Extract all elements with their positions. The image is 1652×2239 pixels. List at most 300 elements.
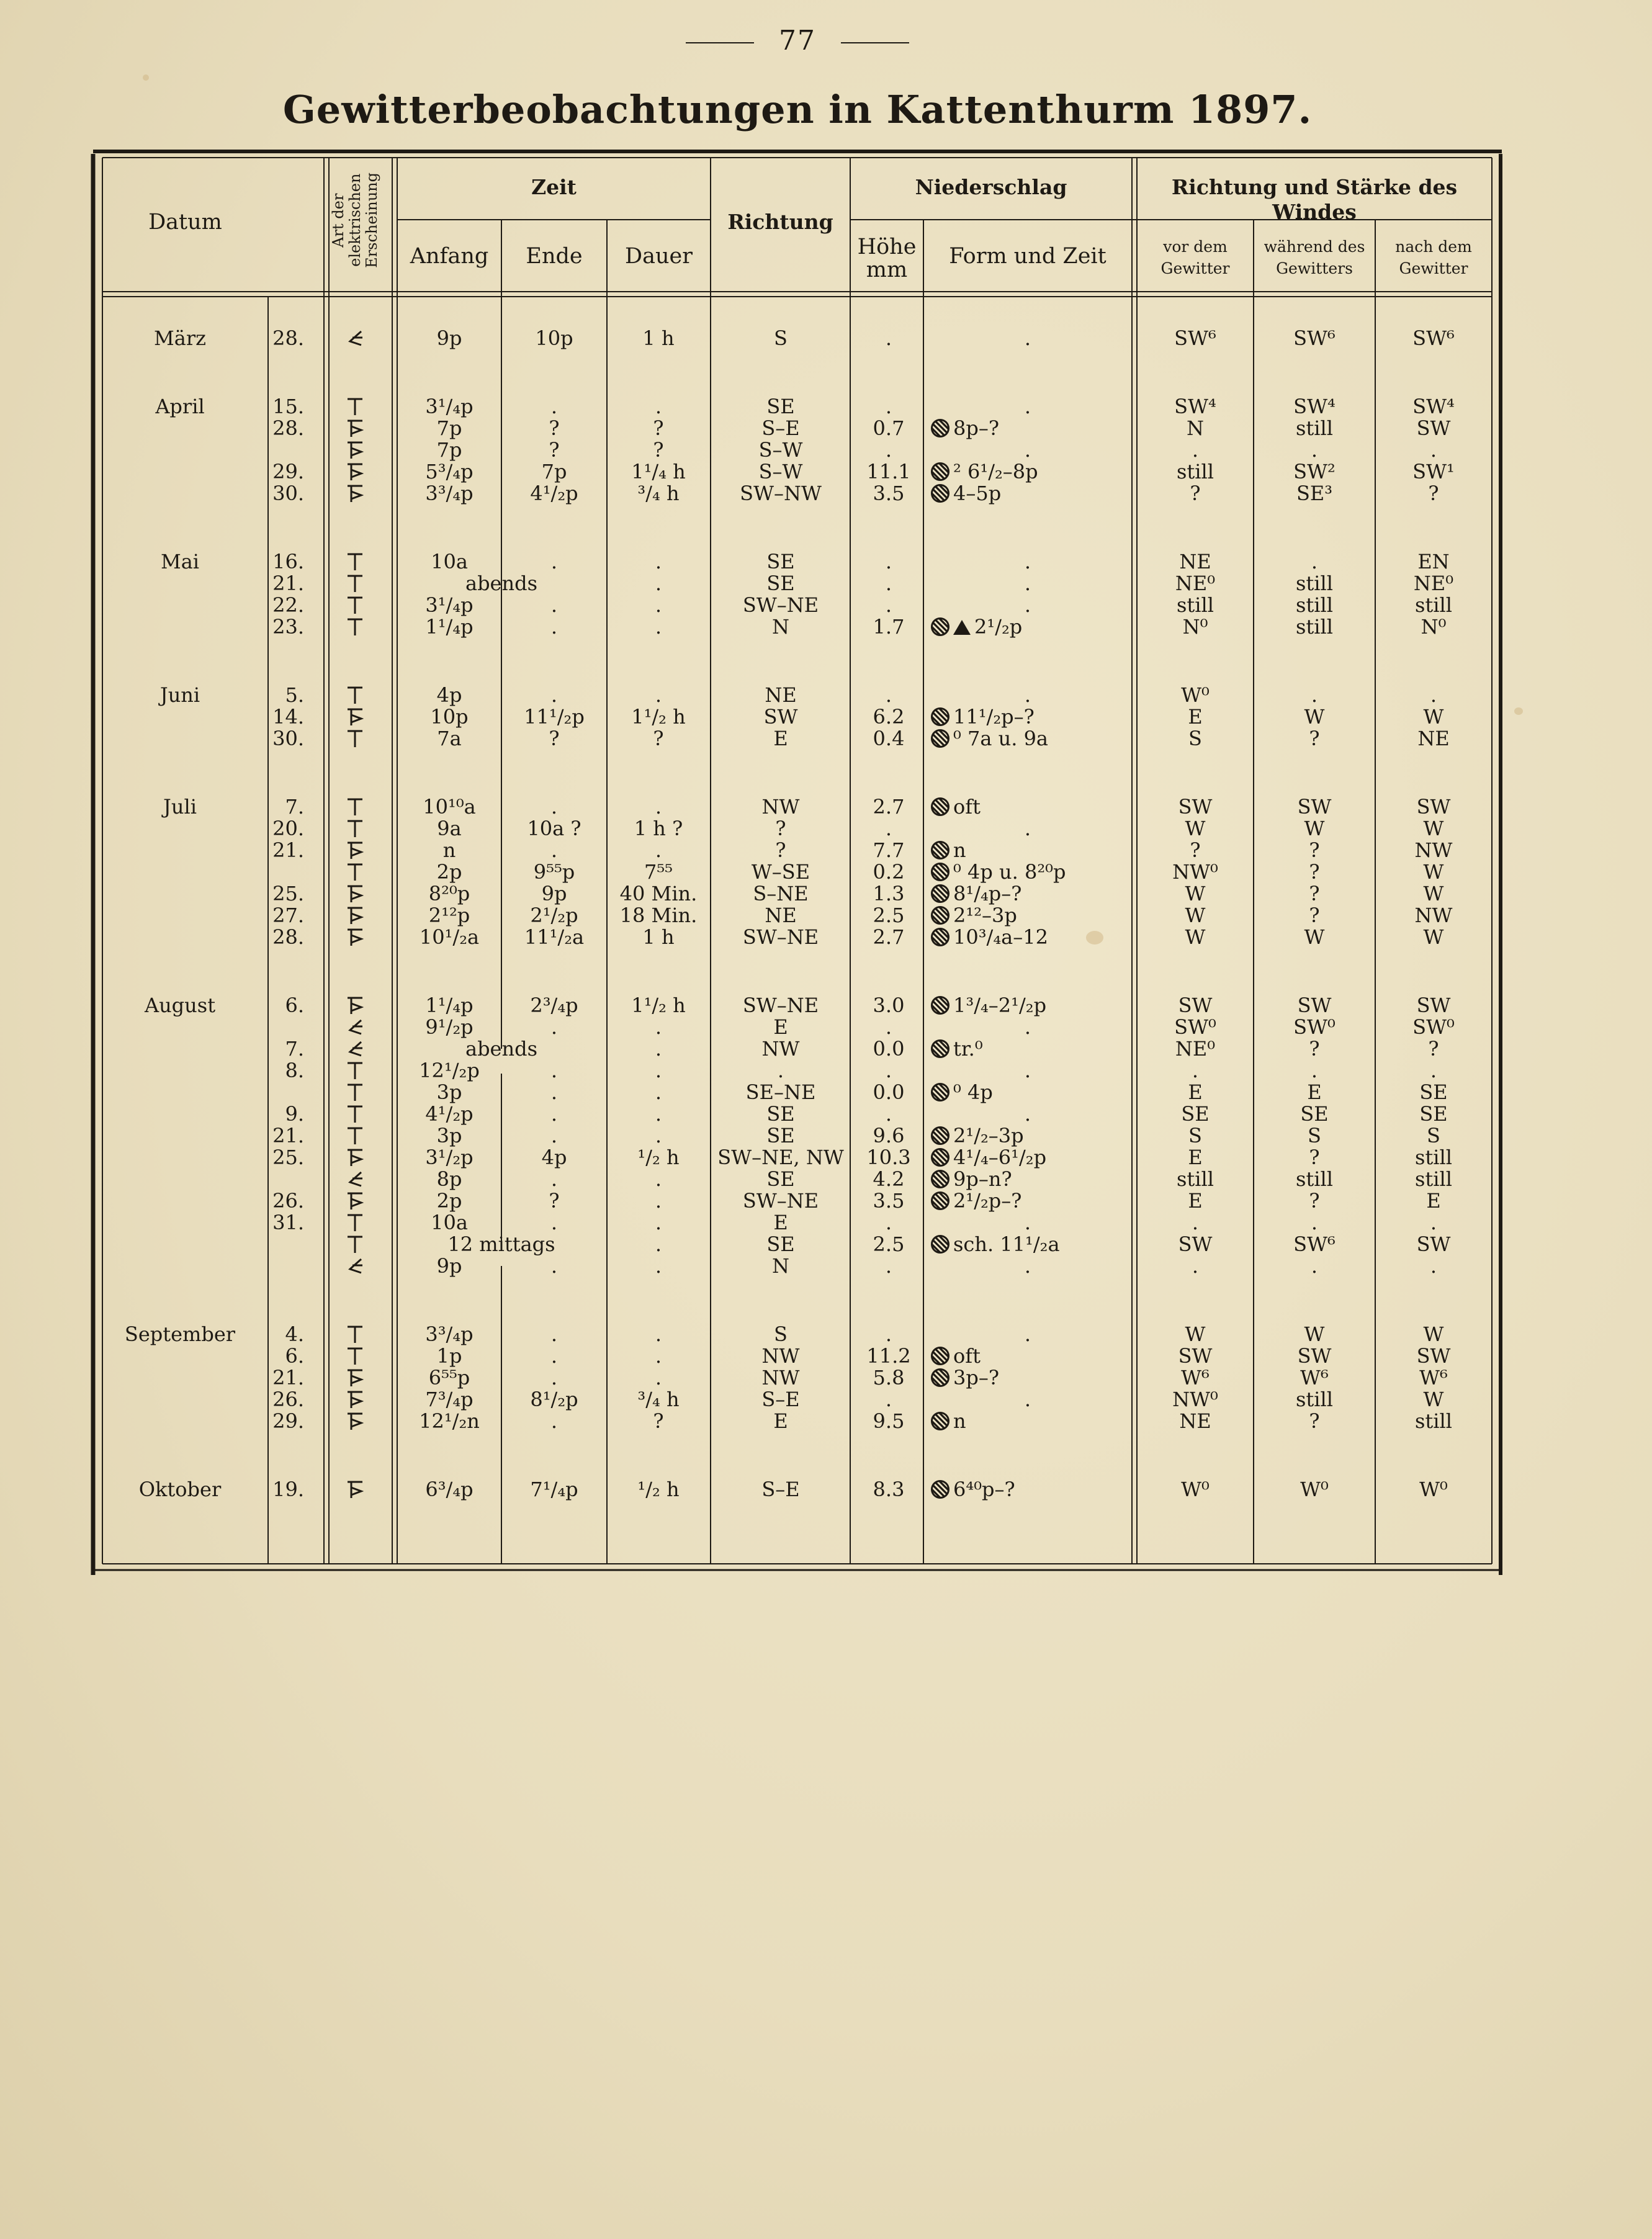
rain-icon [931,863,949,881]
page-number-text: 77 [779,25,816,56]
wind-vor-cell: SW [1178,1344,1213,1368]
form-zeit-cell [931,461,1038,482]
wind-vor-cell: NE⁰ [1175,572,1216,595]
form-zeit-text: oft [953,795,981,819]
form-zeit-text: ⁰ 7a u. 9a [953,727,1048,750]
richtung-cell: S–E [761,1388,800,1411]
wind-nach-cell: SW [1416,994,1451,1017]
hoehe-cell: 8.3 [873,1478,905,1501]
ende-cell: . [550,683,558,707]
anfang-cell: 1p [436,1344,462,1368]
dauer-cell: ¹/₂ h [637,1478,680,1501]
wind-waehrend-cell: SW [1297,994,1332,1017]
dauer-cell: . [655,1080,662,1104]
dauer-cell: 1¹/₄ h [631,460,686,483]
form-zeit-text: 11¹/₂p–? [953,705,1035,729]
wind-waehrend-cell: . [1311,438,1318,462]
table-row [0,461,1652,482]
wind-waehrend-cell: still [1296,416,1333,440]
richtung-cell: S–E [761,1478,800,1501]
form-zeit-cell [931,1038,983,1059]
rain-icon [931,1170,949,1188]
dauer-cell: ? [653,1409,664,1433]
day-cell: 21. [272,572,304,595]
anfang-cell: n [442,838,456,862]
wind-waehrend-cell: SW⁶ [1293,1232,1336,1256]
day-cell: 14. [272,705,304,729]
wind-waehrend-cell: still [1296,593,1333,617]
phenomenon-symbol [346,1347,364,1365]
dauer-cell: ? [653,416,664,440]
day-cell: 7. [285,795,304,819]
form-zeit-text: 2¹²–3p [953,904,1017,927]
richtung-cell: N [772,615,789,639]
wind-nach-cell: still [1415,1146,1452,1169]
richtung-cell: S–W [758,460,803,483]
hoehe-cell: . [885,572,892,595]
wind-nach-cell: SW [1416,416,1451,440]
richtung-cell: S–W [758,438,803,462]
thunderstorm-symbol-icon [346,1390,364,1409]
day-cell: 29. [272,1409,304,1433]
wind-nach-cell: . [1430,438,1437,462]
richtung-cell: S [774,326,788,350]
form-zeit-text: 6⁴⁰p–? [953,1478,1015,1501]
dauer-cell: ³/₄ h [637,482,680,505]
table-row [0,1060,1652,1081]
wind-vor-cell: NE⁰ [1175,1037,1216,1061]
wind-waehrend-cell: ? [1309,860,1320,884]
anfang-cell: 6⁵⁵p [428,1366,470,1389]
wind-nach-cell: W [1423,1388,1444,1411]
richtung-cell: SE [766,1167,795,1191]
hoehe-cell: . [885,683,892,707]
form-zeit-cell: . [1024,1211,1031,1234]
wind-nach-cell: NW [1414,904,1453,927]
wind-nach-cell: SW [1416,1232,1451,1256]
form-zeit-cell [931,1125,1024,1146]
table-row [0,1479,1652,1500]
wind-waehrend-cell: still [1296,572,1333,595]
richtung-cell: SE [766,1124,795,1147]
thunder-symbol-icon [346,686,364,704]
anfang-cell: 7³/₄p [425,1388,474,1411]
wind-nach-cell: NW [1414,838,1453,862]
thunderstorm-symbol-icon [346,484,364,503]
form-zeit-text: 1³/₄–2¹/₂p [953,994,1047,1017]
richtung-cell: S–E [761,416,800,440]
hoehe-cell: . [885,1015,892,1039]
phenomenon-symbol [346,819,364,838]
dauer-cell: . [655,1232,662,1256]
hoehe-cell: . [885,1254,892,1278]
thunder-symbol-icon [346,1347,364,1365]
form-zeit-cell [931,861,1066,882]
table-row [0,840,1652,861]
phenomenon-symbol [346,574,364,593]
wind-nach-cell: ? [1428,482,1439,505]
page-title: Gewitterbeobachtungen in Kattenthurm 1897. [282,87,1313,132]
ende-cell: 8¹/₂p [530,1388,578,1411]
phenomenon-symbol [346,1018,364,1036]
form-zeit-text: tr.⁰ [953,1037,983,1061]
phenomenon-symbol [346,462,364,481]
ende-cell: 10a ? [527,817,581,840]
ende-cell: 2³/₄p [530,994,578,1017]
wind-nach-cell: W⁰ [1419,1478,1448,1501]
hoehe-cell: 5.8 [873,1366,905,1389]
wind-vor-cell: E [1188,1080,1203,1104]
day-cell: 30. [272,727,304,750]
day-cell: 28. [272,925,304,949]
dauer-cell: ? [653,727,664,750]
phenomenon-symbol [346,1061,364,1080]
anfang-cell: 1¹/₄p [425,994,474,1017]
wind-vor-cell: SW⁶ [1174,326,1216,350]
form-zeit-cell: . [1024,1102,1031,1126]
ende-cell: . [550,1124,558,1147]
form-zeit-cell [931,1169,1012,1190]
phenomenon-symbol [346,686,364,704]
hoehe-cell: 0.2 [873,860,905,884]
hoehe-cell: 6.2 [873,705,905,729]
wind-nach-cell: W [1423,882,1444,905]
day-cell: 29. [272,460,304,483]
day-cell: 15. [272,395,304,418]
dauer-cell: 1 h [642,326,675,350]
phenomenon-symbol [346,1368,364,1387]
phenomenon-symbol [346,596,364,614]
phenomenon-symbol [346,1390,364,1409]
table-row [0,1324,1652,1345]
wind-vor-cell: . [1192,1059,1199,1082]
wind-nach-cell: SW⁶ [1412,326,1455,350]
phenomenon-symbol [346,1148,364,1167]
wind-waehrend-cell: SW⁶ [1293,326,1336,350]
table-row [0,328,1652,349]
phenomenon-symbol [346,797,364,816]
wind-nach-cell: SW⁴ [1412,395,1455,418]
rain-icon [931,707,949,726]
table-row [0,616,1652,637]
richtung-cell: E [773,1211,788,1234]
table-row [0,1234,1652,1255]
wind-waehrend-cell: ? [1309,838,1320,862]
thunder-symbol-icon [346,1126,364,1145]
phenomenon-symbol [346,863,364,881]
header-richtung: Richtung [727,210,833,234]
form-zeit-cell [931,796,981,817]
thunder-symbol-icon [346,819,364,838]
ende-cell: . [550,1015,558,1039]
day-cell: 28. [272,326,304,350]
phenomenon-symbol [346,707,364,726]
wind-vor-cell: NE [1179,1409,1211,1433]
ende-cell: 10p [535,326,573,350]
dauer-cell: . [655,683,662,707]
phenomenon-symbol [346,1039,364,1058]
rain-icon [931,928,949,946]
wind-nach-cell: still [1415,1167,1452,1191]
rain-icon [931,617,949,636]
form-zeit-cell: . [1024,1254,1031,1278]
form-zeit-cell [931,706,1035,727]
ende-cell: ? [549,438,560,462]
wind-waehrend-cell: SW [1297,1344,1332,1368]
ende-cell: . [550,593,558,617]
day-cell: 6. [285,994,304,1017]
hoehe-cell: . [885,817,892,840]
thunderstorm-symbol-icon [346,884,364,903]
anfang-cell: 10¹/₂a [419,925,480,949]
richtung-cell: NW [761,1344,800,1368]
hoehe-cell: 11.1 [866,460,911,483]
thunder-symbol-icon [346,863,364,881]
table-row [0,1389,1652,1410]
hoehe-cell: 3.5 [873,482,905,505]
header-art-text: Art der elektrischen Erscheinung [329,173,380,268]
hoehe-cell: 2.5 [873,904,905,927]
hoehe-cell: 0.7 [873,416,905,440]
wind-waehrend-cell: ? [1309,1146,1320,1169]
header-waehrend-2: Gewitters [1276,259,1353,277]
day-cell: 9. [285,1102,304,1126]
phenomenon-symbol [346,1325,364,1344]
wind-nach-cell: EN [1417,550,1450,573]
thunderstorm-symbol-icon [346,906,364,925]
form-zeit-cell: . [1024,1388,1031,1411]
wind-vor-cell: SW⁰ [1174,1015,1216,1039]
table-row [0,927,1652,948]
wind-nach-cell: W [1423,860,1444,884]
table-row [0,796,1652,817]
header-nach-2: Gewitter [1399,259,1468,277]
form-zeit-cell: . [1024,817,1031,840]
wind-waehrend-cell: still [1296,1167,1333,1191]
wind-nach-cell: SE [1419,1080,1448,1104]
dauer-cell: . [655,1254,662,1278]
ende-cell: . [550,1080,558,1104]
month-cell: Oktober [138,1478,222,1501]
day-cell: 7. [285,1037,304,1061]
ende-cell: . [550,795,558,819]
hoehe-cell: 0.0 [873,1080,905,1104]
thunderstorm-symbol-icon [346,1368,364,1387]
richtung-cell: N [772,1254,789,1278]
wind-waehrend-cell: . [1311,550,1318,573]
phenomenon-symbol [346,552,364,571]
phenomenon-symbol [346,1105,364,1123]
wind-vor-cell: NW⁰ [1172,860,1218,884]
table-row [0,1190,1652,1211]
dauer-cell: 40 Min. [619,882,698,905]
anfang-cell: 4p [436,683,462,707]
table-row [0,905,1652,926]
thunder-symbol-icon [346,1213,364,1232]
dauer-cell: . [655,1124,662,1147]
thunderstorm-symbol-icon [346,1148,364,1167]
wind-vor-cell: N [1187,416,1204,440]
wind-waehrend-cell: SW [1297,795,1332,819]
wind-vor-cell: W⁰ [1181,1478,1210,1501]
sheet-lightning-symbol-icon [346,1018,364,1036]
wind-nach-cell: W [1423,817,1444,840]
wind-waehrend-cell: SW² [1293,460,1336,483]
hoehe-cell: 3.0 [873,994,905,1017]
thunderstorm-symbol-icon [346,441,364,459]
thunder-symbol-icon [346,729,364,748]
wind-nach-cell: W [1423,1322,1444,1346]
anfang-cell: 10p [430,705,469,729]
header-form: Form und Zeit [949,244,1107,269]
header-waehrend-1: während des [1264,238,1365,256]
table-row [0,1082,1652,1103]
month-cell: Juni [159,683,200,707]
wind-waehrend-cell: W⁰ [1300,1478,1329,1501]
form-zeit-cell [931,840,966,861]
wind-vor-cell: SW [1178,795,1213,819]
wind-waehrend-cell: ? [1309,1409,1320,1433]
phenomenon-symbol [346,617,364,636]
wind-waehrend-cell: S [1308,1124,1321,1147]
anfang-cell: 3¹/₄p [425,593,474,617]
hoehe-cell: 3.5 [873,1189,905,1213]
phenomenon-symbol [346,1126,364,1145]
ende-cell: . [550,1102,558,1126]
wind-nach-cell: . [1430,1211,1437,1234]
form-zeit-cell: . [1024,550,1031,573]
wind-vor-cell: still [1177,460,1214,483]
hoehe-cell: 0.0 [873,1037,905,1061]
thunder-symbol-icon [346,397,364,416]
wind-nach-cell: E [1426,1189,1441,1213]
hoehe-cell: 2.7 [873,925,905,949]
rain-icon [931,1347,949,1365]
rain-icon [931,996,949,1015]
richtung-cell: NW [761,1366,800,1389]
form-zeit-cell: . [1024,1015,1031,1039]
hoehe-cell: . [885,395,892,418]
thunder-symbol-icon [346,1325,364,1344]
wind-nach-cell: S [1427,1124,1440,1147]
wind-vor-cell: SW [1178,994,1213,1017]
dauer-cell: 7⁵⁵ [644,860,673,884]
form-zeit-cell [931,905,1017,926]
thunder-symbol-icon [346,574,364,593]
ende-cell: 11¹/₂p [524,705,585,729]
hoehe-cell: 7.7 [873,838,905,862]
ende-cell: 2¹/₂p [530,904,578,927]
hoehe-cell: . [885,438,892,462]
ende-cell: ? [549,727,560,750]
form-zeit-cell [931,995,1046,1016]
dauer-cell: . [655,1211,662,1234]
ende-cell: . [550,1254,558,1278]
phenomenon-symbol [346,996,364,1015]
phenomenon-symbol [346,1170,364,1188]
table-row [0,1147,1652,1168]
wind-waehrend-cell: . [1311,1059,1318,1082]
wind-waehrend-cell: W [1304,817,1325,840]
wind-waehrend-cell: E [1307,1080,1322,1104]
day-cell: 6. [285,1344,304,1368]
wind-vor-cell: still [1177,593,1214,617]
zeit-merged-cell: abends [465,1037,538,1061]
form-zeit-cell [931,1367,999,1388]
sheet-lightning-symbol-icon [346,329,364,348]
table-row [0,483,1652,504]
rain-icon [931,1126,949,1145]
day-cell: 27. [272,904,304,927]
wind-nach-cell: SE [1419,1102,1448,1126]
richtung-cell: NE [765,683,797,707]
richtung-cell: SW [763,705,798,729]
day-cell: 20. [272,817,304,840]
wind-nach-cell: . [1430,1254,1437,1278]
wind-vor-cell: E [1188,1189,1203,1213]
richtung-cell: . [777,1059,784,1082]
form-zeit-cell [931,1190,1021,1211]
day-cell: 28. [272,416,304,440]
hoehe-cell: 2.7 [873,795,905,819]
day-cell: 19. [272,1478,304,1501]
table-row [0,1212,1652,1233]
anfang-cell: 3³/₄p [425,1322,474,1346]
ende-cell: . [550,1322,558,1346]
dauer-cell: 1¹/₂ h [631,705,686,729]
day-cell: 23. [272,615,304,639]
table-row [0,728,1652,749]
richtung-cell: E [773,727,788,750]
ende-cell: . [550,395,558,418]
header-anfang: Anfang [410,244,489,269]
day-cell: 16. [272,550,304,573]
thunderstorm-symbol-icon [346,841,364,859]
richtung-cell: NW [761,795,800,819]
rain-icon [931,419,949,437]
ende-cell: . [550,550,558,573]
richtung-cell: E [773,1409,788,1433]
form-zeit-cell: . [1024,572,1031,595]
anfang-cell: 7p [436,438,462,462]
thunder-symbol-icon [346,596,364,614]
richtung-cell: S [774,1322,788,1346]
form-zeit-text: 4¹/₄–6¹/₂p [953,1146,1047,1169]
form-zeit-cell [931,1082,993,1103]
day-cell: 4. [285,1322,304,1346]
wind-vor-cell: NE [1179,550,1211,573]
hoehe-cell: . [885,1102,892,1126]
wind-vor-cell: NW⁰ [1172,1388,1218,1411]
richtung-cell: NW [761,1037,800,1061]
dauer-cell: . [655,572,662,595]
anfang-cell: 9¹/₂p [425,1015,474,1039]
month-cell: Mai [160,550,200,573]
thunder-symbol-icon [346,797,364,816]
phenomenon-symbol [346,1235,364,1254]
dauer-cell: 18 Min. [619,904,698,927]
phenomenon-symbol [346,397,364,416]
wind-waehrend-cell: ? [1309,882,1320,905]
hoehe-cell: 1.7 [873,615,905,639]
hoehe-cell: 2.5 [873,1232,905,1256]
form-zeit-text: oft [953,1344,981,1368]
hoehe-cell: 9.5 [873,1409,905,1433]
form-zeit-cell [931,883,1021,904]
form-zeit-cell: . [1024,593,1031,617]
dauer-cell: . [655,550,662,573]
richtung-cell: E [773,1015,788,1039]
